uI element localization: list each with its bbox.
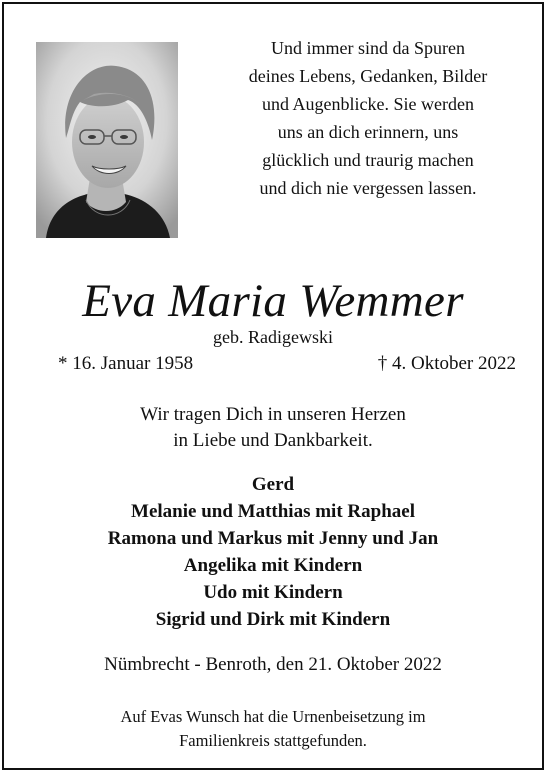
deceased-name: Eva Maria Wemmer <box>82 275 464 327</box>
mourners-list <box>4 471 542 633</box>
poem-line: glücklich und traurig machen <box>262 150 474 170</box>
saying-line: Wir tragen Dich in unseren Herzen <box>140 404 406 425</box>
note-line: Auf Evas Wunsch hat die Urnenbeisetzung im <box>120 707 426 726</box>
poem-line: und Augenblicke. Sie werden <box>262 94 474 114</box>
poem-line: Und immer sind da Spuren <box>271 38 465 58</box>
poem-line: deines Lebens, Gedanken, Bilder <box>248 66 488 86</box>
burial-note <box>4 705 542 753</box>
mourner-line: Ramona und Markus mit Jenny und Jan <box>107 528 439 549</box>
saying-line: in Liebe und Dankbarkeit. <box>173 430 373 451</box>
mourner-line: Melanie und Matthias mit Raphael <box>131 501 415 522</box>
place-and-date: Nümbrecht - Benroth, den 21. Oktober 2022 <box>104 654 442 675</box>
mourner-line: Angelika mit Kindern <box>183 555 363 576</box>
mourner-line: Udo mit Kindern <box>203 582 343 603</box>
portrait-photo <box>36 42 178 238</box>
birth-date: * 16. Januar 1958 <box>58 353 194 374</box>
poem-line: und dich nie vergessen lassen. <box>259 178 477 198</box>
mourner-line: Sigrid und Dirk mit Kindern <box>155 609 391 630</box>
death-date: † 4. Oktober 2022 <box>377 353 516 374</box>
obituary-card <box>2 2 544 770</box>
poem-line: uns an dich erinnern, uns <box>277 122 459 142</box>
mourner-line: Gerd <box>251 474 295 495</box>
farewell-saying <box>4 402 542 454</box>
note-line: Familienkreis stattgefunden. <box>179 731 367 750</box>
maiden-name: geb. Radigewski <box>213 327 333 347</box>
poem <box>218 34 518 202</box>
